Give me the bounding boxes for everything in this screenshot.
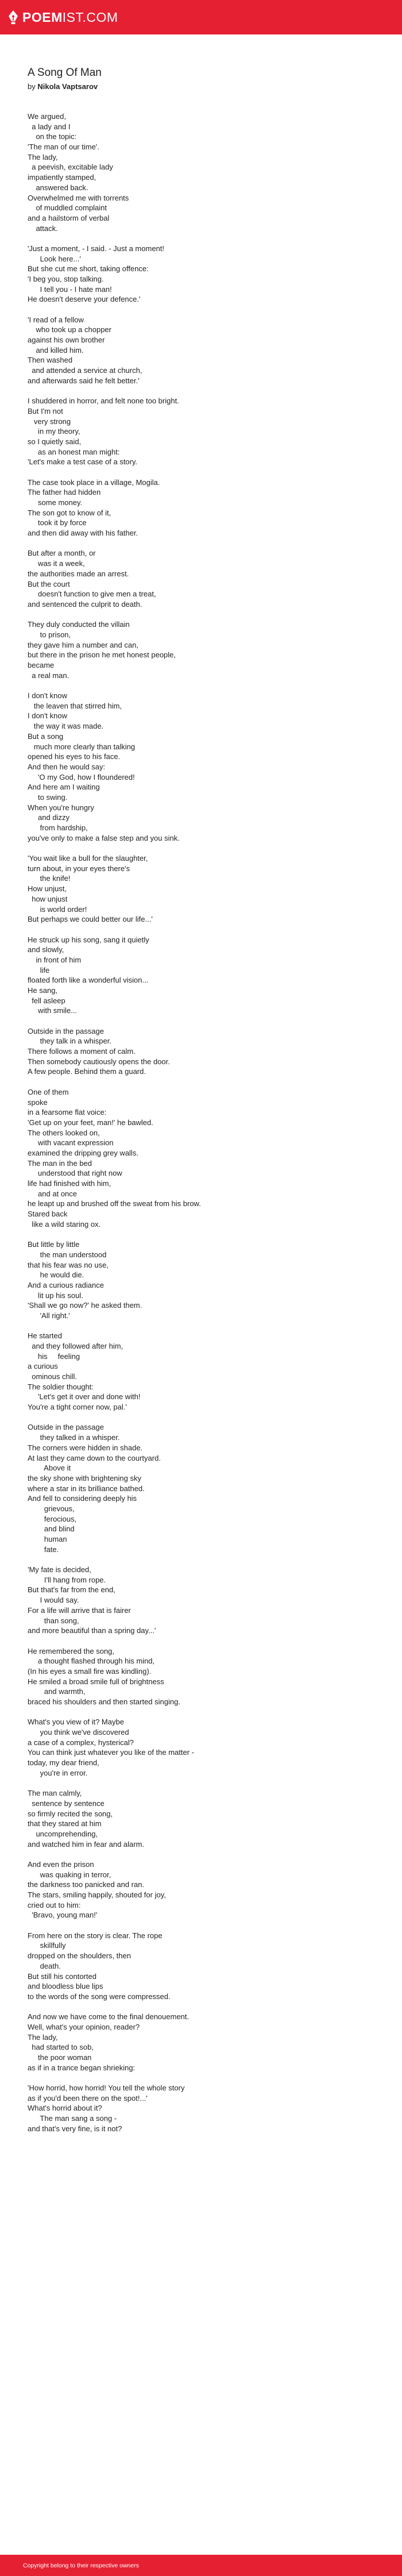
poem-line: Look here...'	[28, 254, 81, 263]
poem-line: and watched him in fear and alarm.	[28, 1839, 145, 1849]
poem-line: The man calmly,	[28, 1789, 82, 1798]
poem-line: they talked in a whisper.	[28, 1433, 120, 1442]
poem-line: When you're hungry	[28, 803, 94, 812]
poem-line: the authorities made an arrest.	[28, 569, 129, 578]
poem-line: The soldier thought:	[28, 1382, 94, 1391]
poem-stanza	[28, 1026, 378, 1077]
poem-line: a case of a complex, hysterical?	[28, 1738, 134, 1747]
poem-line: death.	[28, 1961, 61, 1970]
poem-line: some money.	[28, 498, 83, 507]
poem-line: You can think just whatever you like of the matter -	[28, 1748, 195, 1757]
poem-line: that his fear was no use,	[28, 1260, 109, 1269]
poem-line: And fell to considering deeply his	[28, 1494, 137, 1503]
poem-line: today, my dear friend,	[28, 1758, 99, 1768]
poem-line: From here on the story is clear. The rope	[28, 1931, 163, 1940]
poem-line: you think we've discovered	[28, 1728, 129, 1737]
poem-line: 'I read of a fellow	[28, 315, 84, 324]
poem-line: 'Get up on your feet, man!' he bawled.	[28, 1118, 153, 1127]
poem-line: But she cut me short, taking offence:	[28, 264, 149, 274]
poem-line: And now we have come to the final denouement.	[28, 2012, 190, 2021]
poem-line: ferocious,	[28, 1514, 77, 1523]
poem-line: grievous,	[28, 1504, 75, 1513]
poem-line: human	[28, 1535, 67, 1544]
poem-line: answered back.	[28, 183, 88, 192]
poem-line: life	[28, 965, 50, 975]
poem-line: A few people. Behind them a guard.	[28, 1067, 146, 1076]
poem-line: Well, what's your opinion, reader?	[28, 2022, 140, 2031]
poem-line: One of them	[28, 1087, 69, 1096]
poem-line: 'O my God, how I floundered!	[28, 772, 135, 781]
poem-line: so I quietly said,	[28, 437, 82, 446]
poem-line: 'Let's get it over and done with!	[28, 1392, 141, 1401]
site-logo-text: POEMIST.COM	[22, 9, 118, 25]
poem-line: lit up his soul.	[28, 1291, 83, 1300]
poem-line: and attended a service at church,	[28, 366, 142, 375]
poem-line: I shuddered in horror, and felt none too bright.	[28, 396, 179, 406]
poem-line: and that's very fine, is it not?	[28, 2124, 122, 2133]
poem-line: Above it	[28, 1464, 71, 1473]
poem-stanza	[28, 691, 378, 843]
poem-line: He sang,	[28, 985, 58, 995]
poem-line: I'll hang from rope.	[28, 1575, 106, 1584]
poem-line: against his own brother	[28, 336, 105, 345]
poem-line: And here am I waiting	[28, 783, 100, 792]
poem-line: life had finished with him,	[28, 1179, 111, 1188]
poem-line: He smiled a broad smile full of brightness	[28, 1677, 164, 1686]
poem-line: had started to sob,	[28, 2043, 94, 2052]
poem-line: a thought flashed through his mind,	[28, 1657, 155, 1666]
poem-line: attack.	[28, 224, 58, 233]
poem-stanza	[28, 1331, 378, 1412]
poem-line: examined the dripping grey walls.	[28, 1148, 138, 1157]
poem-stanza	[28, 1717, 378, 1778]
copyright-notice: Copyright belong to their respective owners	[23, 2562, 139, 2569]
poem-line: ominous chill.	[28, 1372, 77, 1381]
poem-line: The others looked on,	[28, 1128, 100, 1137]
poem-line: and afterwards said he felt better.'	[28, 376, 140, 385]
poem-line: 'I beg you, stop talking.	[28, 274, 104, 283]
poem-line: is world order!	[28, 904, 87, 914]
poem-stanza	[28, 396, 378, 467]
poem-line: Then washed	[28, 356, 73, 365]
poem-line: and a hailstorm of verbal	[28, 213, 110, 222]
author-name: Nikola Vaptsarov	[37, 82, 98, 91]
poem-line: The man in the bed	[28, 1158, 92, 1168]
poem-line: But the court	[28, 579, 70, 588]
poem-line: But that's far from the end,	[28, 1585, 115, 1595]
poem-line: There follows a moment of calm.	[28, 1047, 136, 1056]
poem-line: 'Just a moment, - I said. - Just a moment!	[28, 244, 165, 253]
poem-line: braced his shoulders and then started singing.	[28, 1697, 180, 1706]
poem-line: took it by force	[28, 518, 87, 527]
poem-line: Overwhelmed me with torrents	[28, 193, 129, 202]
poem-line: sentence by sentence	[28, 1799, 105, 1808]
poem-stanza	[28, 1788, 378, 1849]
poem-line: much more clearly than talking	[28, 742, 136, 751]
poem-line: he leapt up and brushed off the sweat from his brow.	[28, 1199, 201, 1208]
poem-line: a peevish, excitable lady	[28, 163, 113, 172]
poem-line: I tell you - I hate man!	[28, 284, 112, 294]
poem-line: spoke	[28, 1098, 48, 1107]
poem-line: floated forth like a wonderful vision...	[28, 976, 149, 985]
poem-line: who took up a chopper	[28, 325, 111, 334]
poem-line: 'How horrid, how horrid! You tell the whole story	[28, 2084, 185, 2093]
poem-line: from hardship,	[28, 823, 88, 833]
poem-line: I don't know	[28, 711, 67, 721]
poem-line: but there in the prison he met honest people,	[28, 650, 176, 660]
poem-line: and slowly,	[28, 945, 64, 954]
poem-line: The father had hidden	[28, 488, 101, 497]
poem-line: But still his contorted	[28, 1972, 96, 1981]
poem-line: and blind	[28, 1524, 75, 1534]
poem-line: But perhaps we could better our life...'	[28, 915, 153, 924]
poem-line: the sky shone with brightening sky	[28, 1473, 141, 1483]
poem-stanza	[28, 619, 378, 680]
poem-line: And even the prison	[28, 1859, 94, 1869]
poem-line: 'All right.'	[28, 1311, 70, 1320]
poem-line: they talk in a whisper.	[28, 1037, 111, 1046]
poem-line: to the words of the song were compressed.	[28, 1992, 171, 2001]
poem-line: as if you'd been there on the spot!...'	[28, 2093, 148, 2103]
poem-line: was quaking in terror,	[28, 1870, 111, 1879]
poem-line: 'Let's make a test case of a story.	[28, 457, 138, 467]
poem-line: But I'm not	[28, 406, 63, 415]
poem-line: in my theory,	[28, 427, 80, 436]
poem-line: He started	[28, 1331, 62, 1341]
poem-stanza	[28, 1859, 378, 1920]
poem-line: doesn't function to give men a treat,	[28, 590, 156, 599]
poem-line: (In his eyes a small fire was kindling).	[28, 1666, 152, 1676]
poem-line: in front of him	[28, 955, 82, 964]
poem-line: Outside in the passage	[28, 1026, 104, 1035]
poem-line: uncomprehending,	[28, 1829, 98, 1838]
poem-line: to swing.	[28, 792, 68, 802]
poem-stanza	[28, 853, 378, 925]
poem-line: the poor woman	[28, 2053, 92, 2062]
poem-line: and bloodless blue lips	[28, 1982, 103, 1991]
poem-stanza	[28, 478, 378, 538]
poem-stanza	[28, 935, 378, 1016]
poem-line: and killed him.	[28, 345, 84, 355]
poem-line: and then did away with his father.	[28, 529, 138, 538]
poem-line: The corners were hidden in shade.	[28, 1443, 143, 1452]
poem-line: and dizzy	[28, 813, 69, 822]
poem-line: of muddled complaint	[28, 203, 107, 213]
poem-line: fate.	[28, 1545, 59, 1554]
poem-stanza	[28, 2083, 378, 2134]
poem-line: so firmly recited the song,	[28, 1809, 113, 1818]
poem-line: The case took place in a village, Mogila.	[28, 478, 164, 487]
poem-line: But a song	[28, 731, 64, 741]
poem-line: in a fearsome flat voice:	[28, 1108, 107, 1117]
poem-line: 'My fate is decided,	[28, 1565, 91, 1574]
poem-line: The son got to know of it,	[28, 508, 111, 517]
poem-line: And then he would say:	[28, 762, 106, 771]
poem-line: and at once	[28, 1189, 78, 1198]
poem-line: But after a month, or	[28, 549, 96, 558]
site-logo-link[interactable]	[7, 10, 118, 25]
poem-line: The stars, smiling happily, shouted for joy,	[28, 1890, 166, 1900]
poem-line: a real man.	[28, 671, 69, 680]
poem-line: became	[28, 661, 55, 670]
poem-line: and more beautiful than a spring day...'	[28, 1626, 156, 1635]
poem-stanza	[28, 1422, 378, 1554]
poem-byline	[28, 82, 378, 92]
poem-line: How unjust,	[28, 884, 67, 894]
poem-line: I don't know	[28, 691, 67, 700]
poem-line: with vacant expression	[28, 1138, 114, 1148]
poem-line: He remembered the song,	[28, 1646, 115, 1655]
poem-stanza	[28, 1239, 378, 1321]
poem-line: as if in a trance began shrieking:	[28, 2063, 136, 2072]
poem-line: The lady,	[28, 2032, 58, 2042]
poem-line: 'Shall we go now?' he asked them.	[28, 1301, 142, 1310]
poem-stanza	[28, 111, 378, 233]
poem-line: that they stared at him	[28, 1819, 102, 1828]
site-header	[0, 0, 402, 34]
poem-line: where a star in its brilliance bathed.	[28, 1484, 145, 1493]
poem-line: the darkness too panicked and ran.	[28, 1880, 145, 1889]
poem-title: A Song Of Man	[28, 67, 102, 79]
poem-line: Then somebody cautiously opens the door.	[28, 1057, 170, 1066]
poem-line: He struck up his song, sang it quietly	[28, 935, 149, 944]
poem-line: You're a tight corner now, pal.'	[28, 1403, 127, 1412]
poem-line: they gave him a number and can,	[28, 640, 138, 649]
poem-line: We argued,	[28, 112, 66, 121]
poem-stanza	[28, 1565, 378, 1636]
poem-line: the way it was made.	[28, 722, 104, 731]
poem-line: 'You wait like a bull for the slaughter,	[28, 854, 148, 863]
poem-line: The lady,	[28, 152, 58, 161]
poem-line: the leaven that stirred him,	[28, 701, 122, 710]
poem-line: and warmth,	[28, 1687, 86, 1696]
poem-line: to prison,	[28, 630, 71, 639]
poem-line: He doesn't deserve your defence.'	[28, 295, 141, 304]
poem-line: with smile...	[28, 1006, 77, 1015]
poem-line: dropped on the shoulders, then	[28, 1951, 131, 1961]
poem-line: I would say.	[28, 1596, 79, 1605]
poem-line: you've only to make a false step and you sink.	[28, 833, 180, 842]
poem-line: They duly conducted the villain	[28, 620, 130, 629]
poem-line: and sentenced the culprit to death.	[28, 599, 142, 609]
poem-line: very strong	[28, 417, 71, 426]
poem-stanza	[28, 2012, 378, 2073]
poem-line: his feeling	[28, 1351, 80, 1361]
poem-line: fell asleep	[28, 996, 65, 1005]
poem-line: a curious	[28, 1362, 58, 1371]
poem-line: For a life will arrive that is fairer	[28, 1605, 131, 1615]
poem-stanza	[28, 244, 378, 305]
poem-content	[28, 66, 378, 2144]
poem-line: Stared back	[28, 1210, 68, 1219]
poem-stanza	[28, 1646, 378, 1707]
poem-line: But little by little	[28, 1240, 80, 1249]
site-footer	[0, 2555, 402, 2576]
poem-line: and they followed after him,	[28, 1341, 123, 1350]
poem-line: And a curious radiance	[28, 1280, 104, 1289]
poem-line: the man understood	[28, 1250, 107, 1259]
poem-line: as an honest man might:	[28, 447, 120, 456]
byline-prefix: by	[28, 82, 38, 91]
poem-line: The man sang a song -	[28, 2114, 117, 2123]
poem-line: on the topic:	[28, 132, 77, 141]
poem-line: than song,	[28, 1616, 79, 1625]
poem-line: Outside in the passage	[28, 1423, 104, 1432]
poem-line: like a wild staring ox.	[28, 1219, 101, 1229]
poem-stanza	[28, 548, 378, 609]
poem-line: impatiently stamped,	[28, 173, 96, 182]
poem-line: you're in error.	[28, 1768, 88, 1777]
poem-line: turn about, in your eyes there's	[28, 864, 130, 873]
poem-line: a lady and I	[28, 122, 71, 131]
poem-line: 'Bravo, young man!'	[28, 1911, 98, 1920]
poem-line: What's horrid about it?	[28, 2104, 102, 2113]
poem-line: understood that right now	[28, 1169, 122, 1178]
poem-line: 'The man of our time'.	[28, 143, 99, 152]
poem-line: the knife!	[28, 874, 71, 883]
poem-stanza	[28, 1931, 378, 2002]
poem-line: how unjust	[28, 894, 68, 903]
poem-line: skillfully	[28, 1941, 66, 1950]
poem-body	[28, 111, 378, 2134]
poem-line: What's you view of it? Maybe	[28, 1718, 124, 1727]
poem-stanza	[28, 1087, 378, 1230]
poem-line: opened his eyes to his face.	[28, 752, 121, 761]
pen-nib-icon	[7, 10, 19, 25]
poem-line: At last they came down to the courtyard.	[28, 1453, 161, 1462]
poem-line: was it a week,	[28, 559, 85, 568]
poem-line: he would die.	[28, 1270, 84, 1280]
poem-line: cried out to him:	[28, 1900, 81, 1909]
poem-stanza	[28, 315, 378, 386]
